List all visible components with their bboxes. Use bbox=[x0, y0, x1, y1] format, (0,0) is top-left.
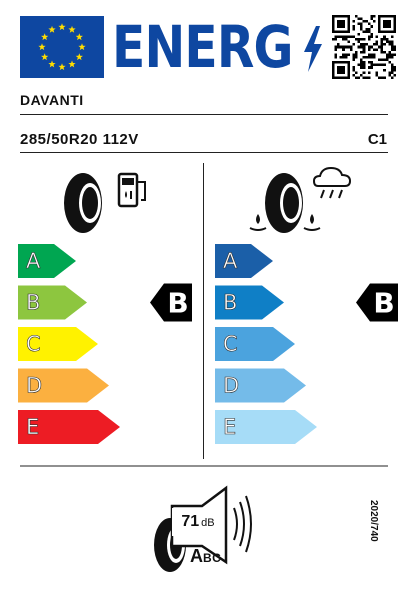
tyre-rain-cloud-icon bbox=[250, 168, 350, 233]
wet-grip-rating-letter: B bbox=[373, 286, 395, 320]
noise-class bbox=[190, 546, 221, 567]
tyre-fuel-pump-icon bbox=[64, 173, 145, 233]
tyre-class: C1 bbox=[367, 131, 387, 148]
regulation-number: 2020/740 bbox=[368, 500, 379, 542]
fuel-arrow-label: E bbox=[26, 415, 40, 439]
tyre-size-code: 285/50R20 112V bbox=[20, 131, 139, 148]
fuel-arrow-label: A bbox=[26, 249, 41, 273]
wet-grip-arrow-label: D bbox=[223, 373, 240, 398]
wet-grip-arrow-label: E bbox=[223, 415, 237, 439]
noise-value-box bbox=[172, 508, 224, 536]
supplier-name: DAVANTI bbox=[20, 92, 84, 108]
wet-grip-arrow-label: C bbox=[223, 332, 238, 356]
noise-class-rest: BC bbox=[203, 551, 222, 565]
fuel-arrow-label: D bbox=[26, 373, 43, 398]
energy-title: ENERG bbox=[112, 13, 293, 81]
fuel-rating-letter: B bbox=[167, 286, 189, 320]
wet-grip-arrow-label: B bbox=[223, 290, 238, 315]
wet-grip-arrow-label: A bbox=[223, 249, 238, 273]
fuel-arrow-label: C bbox=[26, 332, 41, 356]
fuel-arrow-label: B bbox=[26, 290, 41, 315]
noise-value: 71 bbox=[181, 513, 200, 530]
noise-unit: dB bbox=[201, 517, 215, 529]
noise-class-active: A bbox=[190, 546, 203, 566]
